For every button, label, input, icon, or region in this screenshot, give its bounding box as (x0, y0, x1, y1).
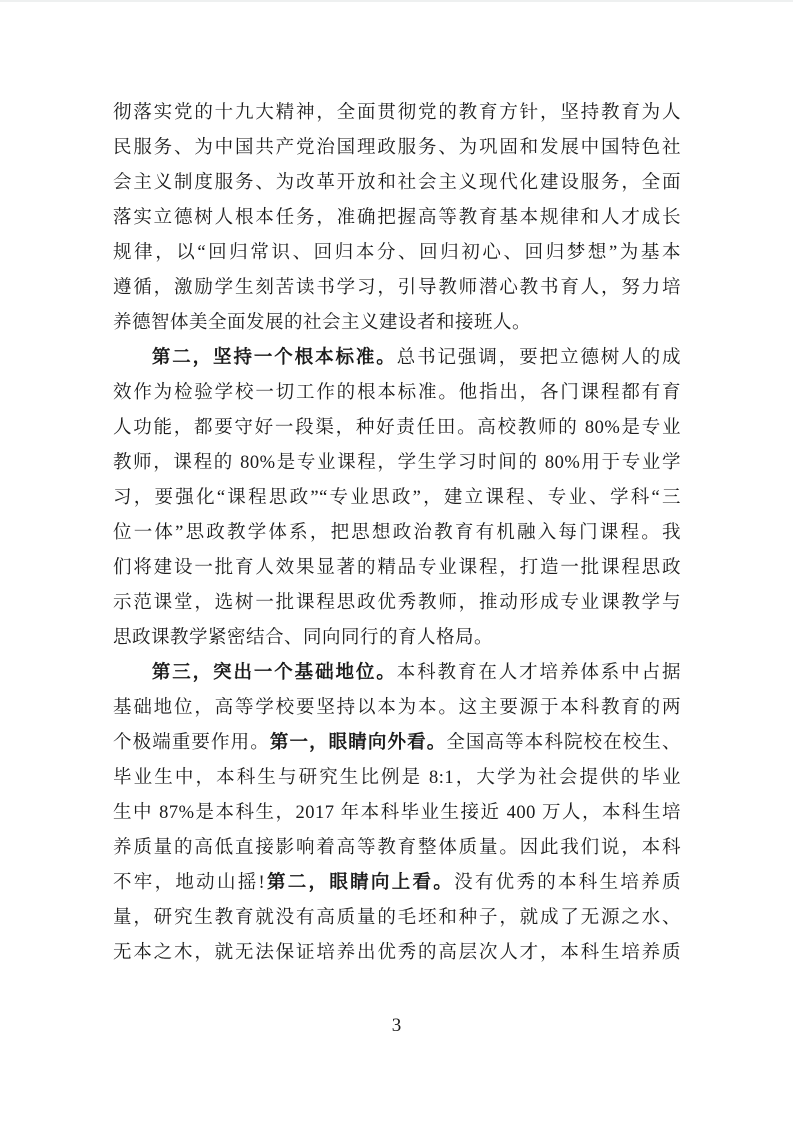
page-top-edge (0, 0, 793, 2)
text-run: 遵循，激励学生刻苦读书学习，引导教师潜心教书育人，努力培 (113, 278, 681, 298)
bold-text-run: 第一，眼睛向外看。 (269, 733, 447, 753)
text-run: 全国高等本科院校在校生、 (446, 733, 681, 753)
text-line (113, 901, 681, 936)
text-line (113, 656, 681, 691)
text-run: 本科教育在人才培养体系中占据 (396, 663, 681, 683)
text-line (113, 551, 681, 586)
text-line (113, 96, 681, 131)
text-line (113, 481, 681, 516)
text-run: 位一体”思政教学体系，把思想政治教育有机融入每门课程。我 (113, 523, 681, 543)
text-line (113, 236, 681, 271)
text-run: 无本之木，就无法保证培养出优秀的高层次人才，本科生培养质 (113, 943, 681, 963)
text-line (113, 446, 681, 481)
text-run: 教师，课程的 80%是专业课程，学生学习时间的 80%用于专业学 (113, 453, 681, 473)
text-line (113, 166, 681, 201)
text-line (113, 131, 681, 166)
text-run: 量，研究生教育就没有高质量的毛坯和种子，就成了无源之水、 (113, 908, 681, 928)
page-number: 3 (391, 1015, 402, 1036)
text-run: 没有优秀的本科生培养质 (454, 873, 681, 893)
text-line (113, 726, 681, 761)
text-line (113, 621, 681, 656)
text-run: 彻落实党的十九大精神，全面贯彻党的教育方针，坚持教育为人 (113, 103, 681, 123)
text-line (113, 376, 681, 411)
text-line (113, 831, 681, 866)
bold-text-run: 第二，坚持一个根本标准。 (151, 348, 397, 368)
text-line (113, 761, 681, 796)
text-run: 人功能，都要守好一段渠，种好责任田。高校教师的 80%是专业 (113, 418, 681, 438)
text-run: 生中 87%是本科生，2017 年本科毕业生接近 400 万人，本科生培 (113, 803, 681, 823)
text-run: 们将建设一批育人效果显著的精品专业课程，打造一批课程思政 (113, 558, 681, 578)
text-line (113, 936, 681, 971)
text-run: 习，要强化“课程思政”“专业思政”，建立课程、专业、学科“三 (113, 488, 681, 508)
text-run: 养德智体美全面发展的社会主义建设者和接班人。 (113, 313, 532, 333)
text-line (113, 306, 681, 341)
text-line (113, 586, 681, 621)
text-line (113, 341, 681, 376)
text-line (113, 691, 681, 726)
text-line (113, 866, 681, 901)
document-body (113, 96, 681, 971)
bold-text-run: 第三，突出一个基础地位。 (151, 663, 397, 683)
text-run: 民服务、为中国共产党治国理政服务、为巩固和发展中国特色社 (113, 138, 681, 158)
text-line (113, 411, 681, 446)
text-run: 落实立德树人根本任务，准确把握高等教育基本规律和人才成长 (113, 208, 681, 228)
text-run: 示范课堂，选树一批课程思政优秀教师，推动形成专业课教学与 (113, 593, 681, 613)
text-run: 养质量的高低直接影响着高等教育整体质量。因此我们说，本科 (113, 838, 681, 858)
text-run: 毕业生中，本科生与研究生比例是 8:1，大学为社会提供的毕业 (113, 768, 681, 788)
text-run: 思政课教学紧密结合、同向同行的育人格局。 (113, 628, 494, 648)
bold-text-run: 第二，眼睛向上看。 (265, 873, 455, 893)
text-line (113, 201, 681, 236)
text-line (113, 796, 681, 831)
text-run: 基础地位，高等学校要坚持以本为本。这主要源于本科教育的两 (113, 698, 681, 718)
text-line (113, 516, 681, 551)
text-line (113, 271, 681, 306)
text-run: 个极端重要作用。 (113, 733, 270, 753)
text-run: 效作为检验学校一切工作的根本标准。他指出，各门课程都有育 (113, 383, 681, 403)
text-run: 不牢，地动山摇! (113, 873, 266, 893)
text-run: 总书记强调，要把立德树人的成 (396, 348, 681, 368)
text-run: 会主义制度服务、为改革开放和社会主义现代化建设服务，全面 (113, 173, 681, 193)
text-run: 规律，以“回归常识、回归本分、回归初心、回归梦想”为基本 (113, 243, 681, 263)
